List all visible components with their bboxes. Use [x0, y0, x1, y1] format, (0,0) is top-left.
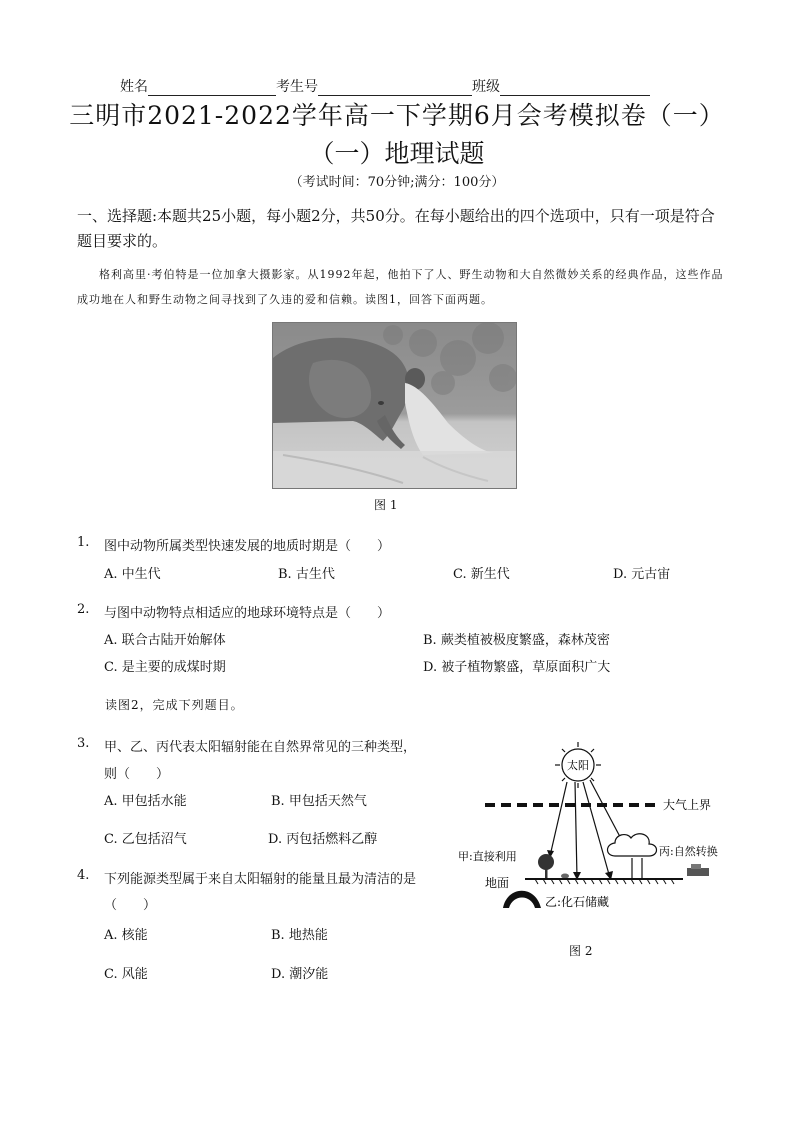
cloud-icon: [608, 834, 657, 856]
option-2c[interactable]: C. 是主要的成煤时期: [104, 660, 226, 675]
tree-icon: [538, 854, 554, 878]
option-3a[interactable]: A. 甲包括水能: [104, 794, 187, 809]
figure2-diagram: [455, 738, 745, 923]
question-number: 4.: [77, 868, 90, 883]
option-1d[interactable]: D. 元古宙: [613, 567, 671, 582]
question-4: [77, 868, 416, 887]
question-text: 图中动物所属类型快速发展的地质时期是（ ）: [104, 539, 391, 554]
question-4-line2: （ ）: [104, 898, 157, 913]
atmosphere-label: 大气上界: [663, 798, 712, 812]
question-3: [77, 736, 416, 755]
question-text-line1: 下列能源类型属于来自太阳辐射的能量且最为清洁的是: [104, 872, 417, 887]
option-4d[interactable]: D. 潮汐能: [271, 967, 329, 982]
ground-label: 地面: [485, 876, 510, 890]
name-label: 姓名: [120, 79, 148, 95]
reading-passage: 格利高里·考伯特是一位加拿大摄影家。从1992年起，他拍下了人、野生动物和大自然微妙关系的经典作品，这些作品成功地在人和野生动物之间寻找到了久违的爱和信赖。读图1，回答下面两题。: [77, 268, 724, 306]
figure1-photo: [272, 322, 517, 489]
question-number: 1.: [77, 535, 90, 550]
option-3b[interactable]: B. 甲包括天然气: [271, 794, 367, 809]
option-2a[interactable]: A. 联合古陆开始解体: [104, 633, 226, 648]
natural-conversion-label: 丙:自然转换: [659, 845, 718, 858]
question-1: [77, 535, 390, 554]
question-3-line2: 则（ ）: [104, 767, 170, 782]
option-3c[interactable]: C. 乙包括沼气: [104, 832, 187, 847]
option-2d[interactable]: D. 被子植物繁盛，草原面积广大: [423, 660, 611, 675]
class-blank[interactable]: [500, 81, 650, 96]
option-4a[interactable]: A. 核能: [104, 928, 148, 943]
question-text: 与图中动物特点相适应的地球环境特点是（ ）: [104, 606, 391, 621]
question-2: [77, 602, 390, 621]
elephant-girl-image: [273, 323, 516, 488]
page-subtitle: （一）地理试题: [309, 139, 485, 168]
direct-use-label: 甲:直接利用: [458, 850, 517, 863]
fossil-label: 乙:化石储藏: [545, 895, 610, 909]
figure2-caption: 图 2: [569, 944, 593, 958]
page-title: 三明市2021-2022学年高一下学期6月会考模拟卷（一）: [69, 101, 725, 130]
exam-no-blank[interactable]: [318, 81, 472, 96]
option-1a[interactable]: A. 中生代: [104, 567, 161, 582]
option-1b[interactable]: B. 古生代: [278, 567, 335, 582]
figure2-intro: 读图2，完成下列题目。: [105, 698, 244, 712]
option-4c[interactable]: C. 风能: [104, 967, 148, 982]
option-3d[interactable]: D. 丙包括燃料乙醇: [268, 832, 378, 847]
question-number: 3.: [77, 736, 90, 751]
student-info-line: [120, 76, 650, 96]
section-instruction: 一、选择题:本题共25小题，每小题2分，共50分。在每小题给出的四个选项中，只有一项是符合题目要求的。: [77, 207, 715, 250]
animal-icon: [687, 864, 709, 876]
class-label: 班级: [472, 79, 500, 95]
sun-label: 太阳: [567, 759, 589, 772]
figure1-caption: 图 1: [374, 498, 398, 512]
option-1c[interactable]: C. 新生代: [453, 567, 510, 582]
question-number: 2.: [77, 602, 90, 617]
fossil-arch-icon: [503, 891, 541, 908]
solar-energy-diagram: [455, 738, 745, 923]
option-4b[interactable]: B. 地热能: [271, 928, 328, 943]
question-text-line1: 甲、乙、丙代表太阳辐射能在自然界常见的三种类型，: [104, 740, 417, 755]
exam-info: （考试时间：70分钟;满分：100分）: [289, 175, 505, 190]
exam-no-label: 考生号: [276, 79, 318, 95]
option-2b[interactable]: B. 蕨类植被极度繁盛，森林茂密: [423, 633, 610, 648]
name-blank[interactable]: [148, 81, 276, 96]
small-animal-icon: [561, 874, 569, 879]
